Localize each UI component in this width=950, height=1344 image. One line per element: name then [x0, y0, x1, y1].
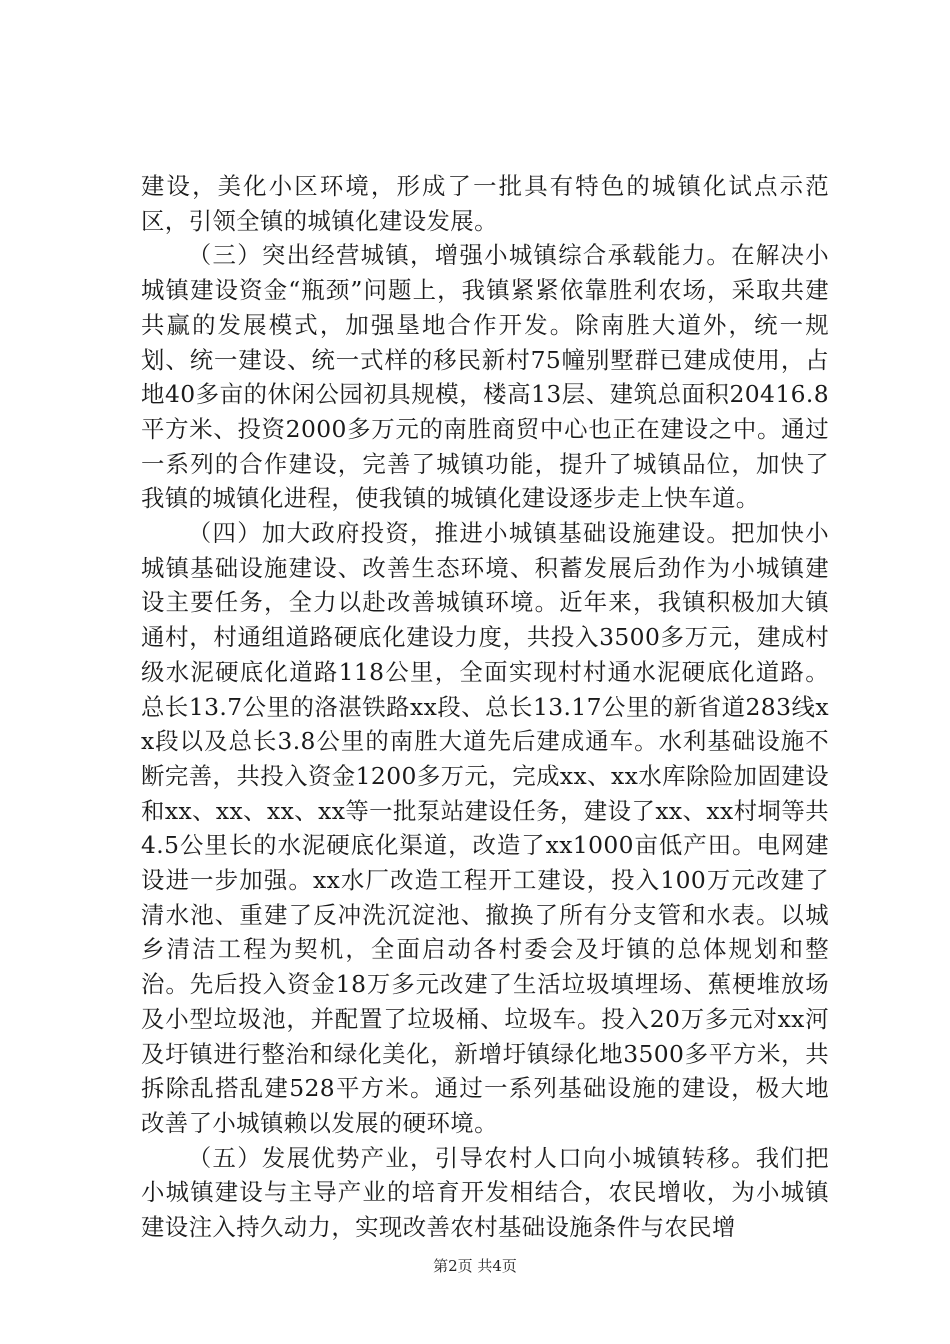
page-footer: 第2页 共4页: [433, 1257, 517, 1275]
document-body: [141, 169, 829, 1245]
paragraph-section-4: （四）加大政府投资，推进小城镇基础设施建设。把加快小城镇基础设施建设、改善生态环境、积蓄发展后劲作为小城镇建设主要任务，全力以赴改善城镇环境。近年来，我镇积极加大镇通村，村通组道路硬底化建设力度，共投入3500多万元，建成村级水泥硬底化道路118公里，全面实现村村通水泥硬底化道路。总长13.7公里的洛湛铁路xx段、总长13.17公里的新省道283线xx段以及总长3.8公里的南胜大道先后建成通车。水利基础设施不断完善，共投入资金1200多万元，完成xx、xx水库除险加固建设和xx、xx、xx、xx等一批泵站建设任务，建设了xx、xx村垌等共4.5公里长的水泥硬底化渠道，改造了xx1000亩低产田。电网建设进一步加强。xx水厂改造工程开工建设，投入100万元改建了清水池、重建了反冲洗沉淀池、撤换了所有分支管和水表。以城乡清洁工程为契机，全面启动各村委会及圩镇的总体规划和整治。先后投入资金18万多元改建了生活垃圾填埋场、蕉梗堆放场及小型垃圾池，并配置了垃圾桶、垃圾车。投入20万多元对xx河及圩镇进行整治和绿化美化，新增圩镇绿化地3500多平方米，共拆除乱搭乱建528平方米。通过一系列基础设施的建设，极大地改善了小城镇赖以发展的硬环境。: [141, 519, 829, 1137]
paragraph-continued: 建设，美化小区环境，形成了一批具有特色的城镇化试点示范区，引领全镇的城镇化建设发展。: [141, 172, 829, 235]
paragraph-section-5: （五）发展优势产业，引导农村人口向小城镇转移。我们把小城镇建设与主导产业的培育开发相结合，农民增收，为小城镇建设注入持久动力，实现改善农村基础设施条件与农民增: [141, 1143, 829, 1242]
paragraph-section-3: （三）突出经营城镇，增强小城镇综合承载能力。在解决小城镇建设资金“瓶颈”问题上，我镇紧紧依靠胜利农场，采取共建共赢的发展模式，加强垦地合作开发。除南胜大道外，统一规划、统一建设、统一式样的移民新村75幢别墅群已建成使用，占地40多亩的休闲公园初具规模，楼高13层、建筑总面积20416.8平方米、投资2000多万元的南胜商贸中心也正在建设之中。通过一系列的合作建设，完善了城镇功能，提升了城镇品位，加快了我镇的城镇化进程，使我镇的城镇化建设逐步走上快车道。: [141, 241, 829, 513]
